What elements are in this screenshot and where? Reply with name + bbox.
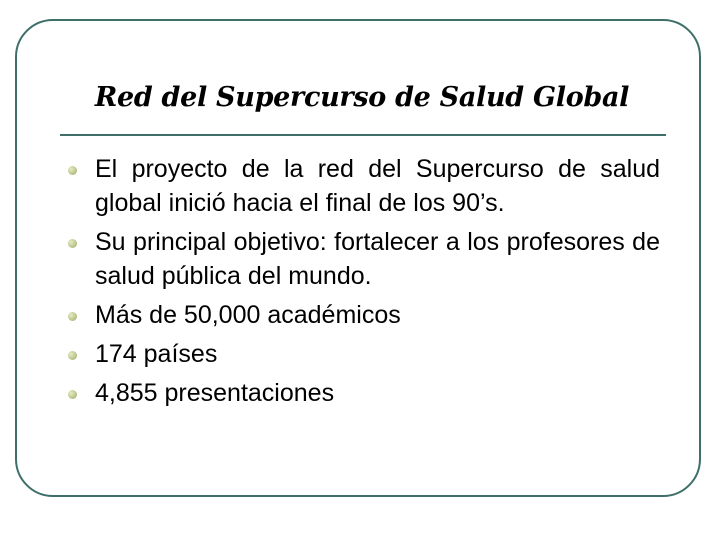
bullet-dot-icon [68, 239, 77, 248]
bullet-dot-icon [68, 390, 77, 399]
slide-title: Red del Supercurso de Salud Global [94, 82, 630, 113]
bullet-dot-icon [68, 312, 77, 321]
bullet-list [60, 152, 660, 415]
bullet-text: 4,855 presentaciones [95, 379, 335, 407]
bullet-text: Su principal objetivo: fortalecer a los profesores de salud pública del mundo. [95, 228, 660, 290]
bullet-dot-icon [68, 351, 77, 360]
bullet-item [60, 225, 660, 293]
bullet-item [60, 376, 660, 410]
bullet-text: Más de 50,000 académicos [95, 301, 401, 329]
title-divider [60, 134, 666, 136]
bullet-item [60, 298, 660, 332]
bullet-text: El proyecto de la red del Supercurso de salud global inició hacia el final de los 90’s. [95, 155, 660, 217]
bullet-item [60, 152, 660, 220]
bullet-item [60, 337, 660, 371]
bullet-text: 174 países [95, 340, 218, 368]
bullet-dot-icon [68, 166, 77, 175]
